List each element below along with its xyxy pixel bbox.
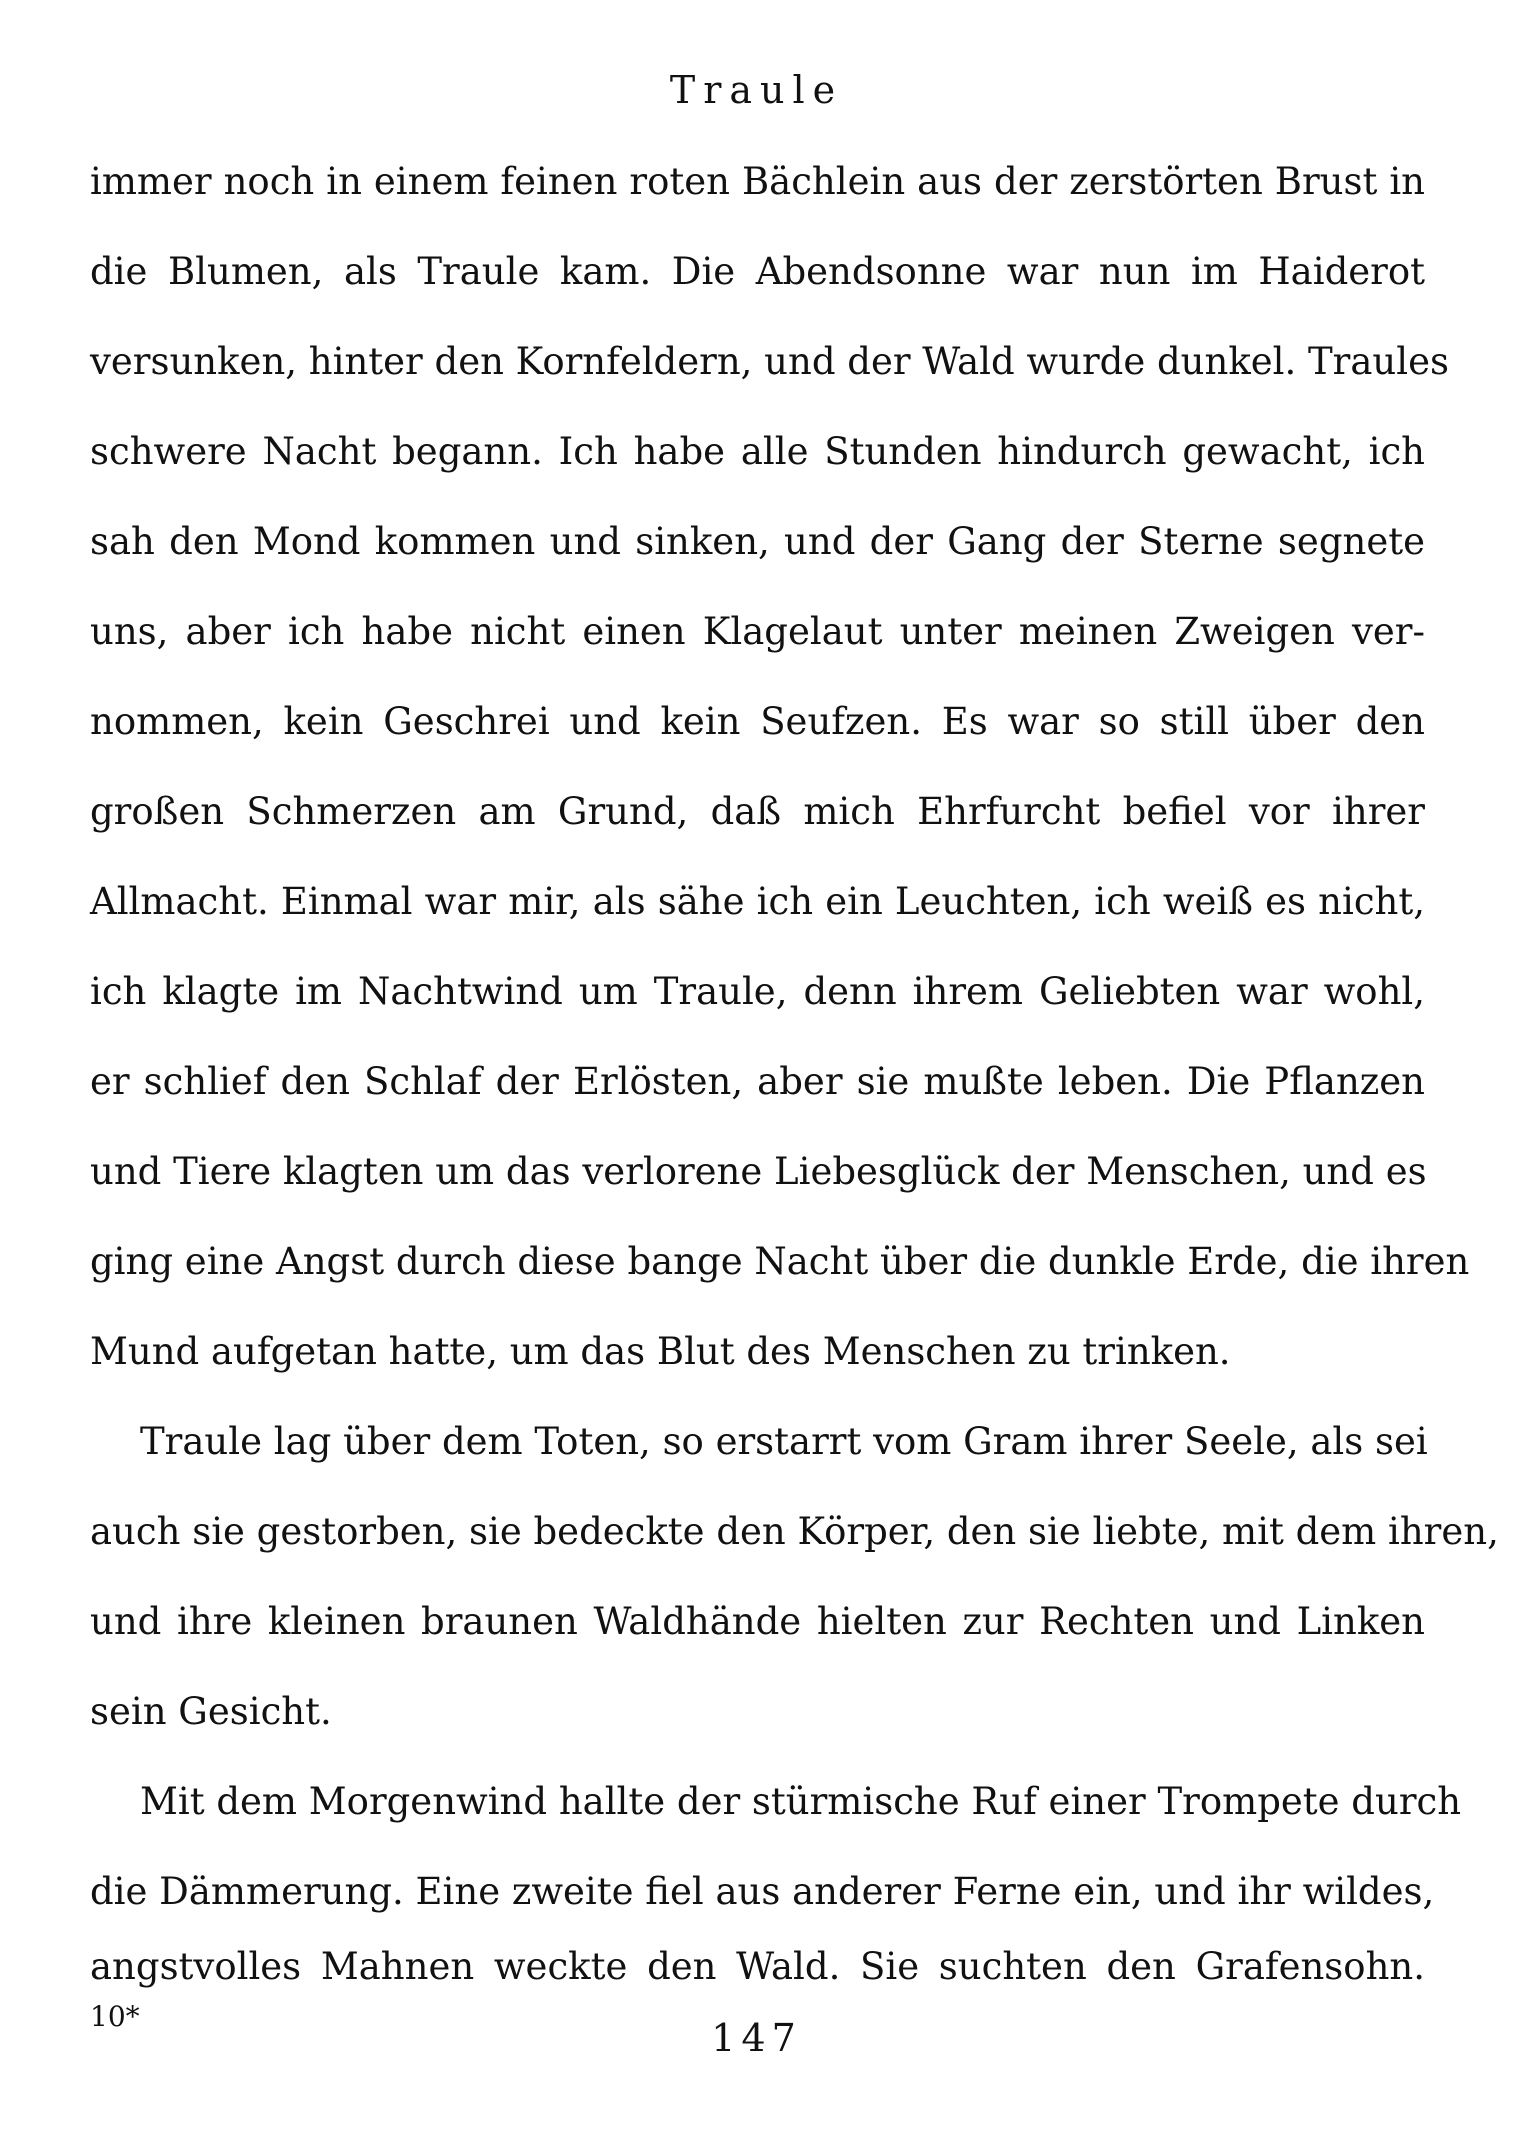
- paragraph-first-line: Traule lag über dem Toten, so erstarrt vom Gram ihrer Seele, als sei: [140, 1420, 1428, 1463]
- text-line: die Blumen, als Traule kam. Die Abendsonne war nun im Haiderot: [90, 250, 1425, 293]
- text-line: die Dämmerung. Eine zweite fiel aus anderer Ferne ein, und ihr wildes,: [90, 1870, 1435, 1913]
- text-line: auch sie gestorben, sie bedeckte den Körper, den sie liebte, mit dem ihren,: [90, 1510, 1499, 1553]
- text-line: sein Gesicht.: [90, 1690, 332, 1733]
- text-line: schwere Nacht begann. Ich habe alle Stunden hindurch gewacht, ich: [90, 430, 1425, 473]
- text-line: er schlief den Schlaf der Erlösten, aber sie mußte leben. Die Pflanzen: [90, 1060, 1425, 1103]
- text-line: Mund aufgetan hatte, um das Blut des Menschen zu trinken.: [90, 1330, 1231, 1373]
- text-line: ich klagte im Nachtwind um Traule, denn ihrem Geliebten war wohl,: [90, 970, 1425, 1013]
- text-line: sah den Mond kommen und sinken, und der Gang der Sterne segnete: [90, 520, 1425, 563]
- page-number: 147: [711, 2016, 802, 2060]
- text-line: und Tiere klagten um das verlorene Liebesglück der Menschen, und es: [90, 1150, 1427, 1193]
- paragraph-first-line: Mit dem Morgenwind hallte der stürmische Ruf einer Trompete durch: [140, 1780, 1462, 1823]
- running-head: Traule: [669, 68, 844, 112]
- text-line: versunken, hinter den Kornfeldern, und der Wald wurde dunkel. Traules: [90, 340, 1449, 383]
- text-line: ging eine Angst durch diese bange Nacht über die dunkle Erde, die ihren: [90, 1240, 1470, 1283]
- text-line: und ihre kleinen braunen Waldhände hielten zur Rechten und Linken: [90, 1600, 1425, 1643]
- text-line: angstvolles Mahnen weckte den Wald. Sie suchten den Grafensohn.: [90, 1945, 1425, 1988]
- text-line: Allmacht. Einmal war mir, als sähe ich ein Leuchten, ich weiß es nicht,: [90, 880, 1425, 923]
- text-line: nommen, kein Geschrei und kein Seufzen. Es war so still über den: [90, 700, 1425, 743]
- text-line: uns, aber ich habe nicht einen Klagelaut unter meinen Zweigen ver-: [90, 610, 1425, 653]
- text-line: immer noch in einem feinen roten Bächlein aus der zerstörten Brust in: [90, 160, 1425, 203]
- signature-mark: 10*: [90, 2000, 140, 2033]
- text-line: großen Schmerzen am Grund, daß mich Ehrfurcht befiel vor ihrer: [90, 790, 1425, 833]
